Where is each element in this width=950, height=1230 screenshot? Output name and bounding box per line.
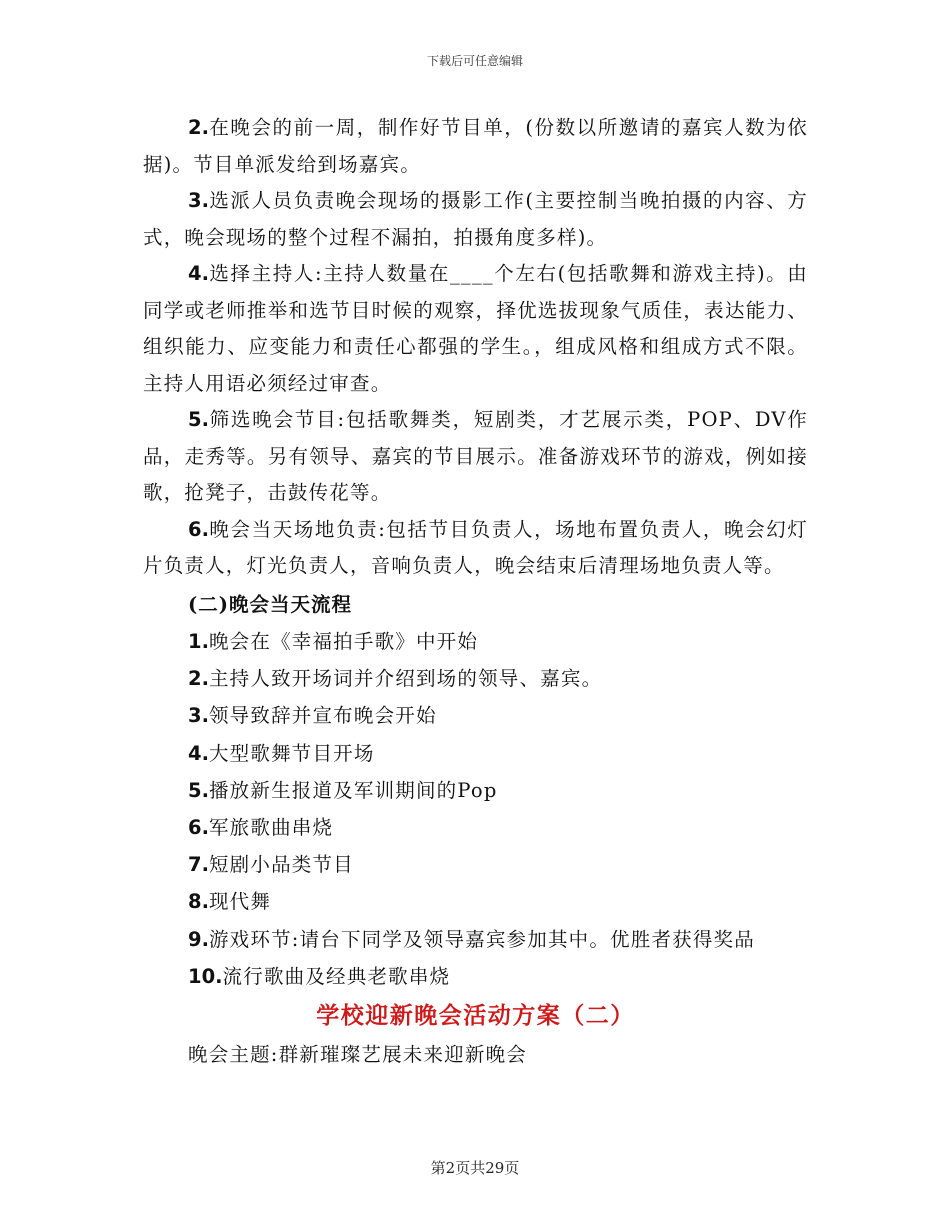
section-title: 学校迎新晚会活动方案（二） bbox=[316, 1002, 635, 1030]
prep-item-3: 3.选派人员负责晚会现场的摄影工作(主要控制当晚拍摄的内容、方式，晚会现场的整个过程不漏拍，拍摄角度多样)。 bbox=[143, 189, 808, 249]
page-footer: 第2页共29页 bbox=[430, 1159, 520, 1177]
flow-item-1: 1.晚会在《幸福拍手歌》中开始 bbox=[188, 630, 479, 653]
document-body bbox=[143, 110, 808, 1073]
prep-item-5: 5.筛选晚会节目:包括歌舞类，短剧类，才艺展示类，POP、DV作品，走秀等。另有领导、嘉宾的节目展示。准备游戏环节的游戏，例如接歌，抢凳子，击鼓传花等。 bbox=[143, 408, 808, 504]
flow-item-5: 5.播放新生报道及军训期间的Pop bbox=[188, 778, 498, 802]
flow-heading: (二)晚会当天流程 bbox=[188, 592, 352, 616]
flow-item-6: 6.军旅歌曲串烧 bbox=[188, 816, 334, 840]
flow-item-10: 10.流行歌曲及经典老歌串烧 bbox=[188, 964, 451, 988]
prep-item-4: 4.选择主持人:主持人数量在____个左右(包括歌舞和游戏主持)。由同学或老师推举和选节目时候的观察，择优选拔现象气质佳，表达能力、组织能力、应变能力和责任心都强的学生。，组成风格和组成方式不限。主持人用语必须经过审查。 bbox=[143, 262, 808, 395]
flow-item-4: 4.大型歌舞节目开场 bbox=[188, 741, 375, 765]
prep-item-2: 2.在晚会的前一周，制作好节目单，(份数以所邀请的嘉宾人数为依据)。节目单派发给到场嘉宾。 bbox=[143, 116, 808, 176]
flow-item-8: 8.现代舞 bbox=[188, 890, 272, 914]
flow-item-7: 7.短剧小品类节目 bbox=[188, 853, 354, 877]
theme-line: 晚会主题:群新璀璨艺展未来迎新晚会 bbox=[188, 1043, 527, 1067]
prep-item-6: 6.晚会当天场地负责:包括节目负责人，场地布置负责人，晚会幻灯片负责人，灯光负责人，音响负责人，晚会结束后清理场地负责人等。 bbox=[143, 517, 808, 577]
page-header: 下载后可任意编辑 bbox=[426, 54, 523, 68]
flow-item-9: 9.游戏环节:请台下同学及领导嘉宾参加其中。优胜者获得奖品 bbox=[188, 927, 755, 951]
flow-item-2: 2.主持人致开场词并介绍到场的领导、嘉宾。 bbox=[188, 667, 603, 691]
flow-item-3: 3.领导致辞并宣布晚会开始 bbox=[188, 704, 437, 728]
